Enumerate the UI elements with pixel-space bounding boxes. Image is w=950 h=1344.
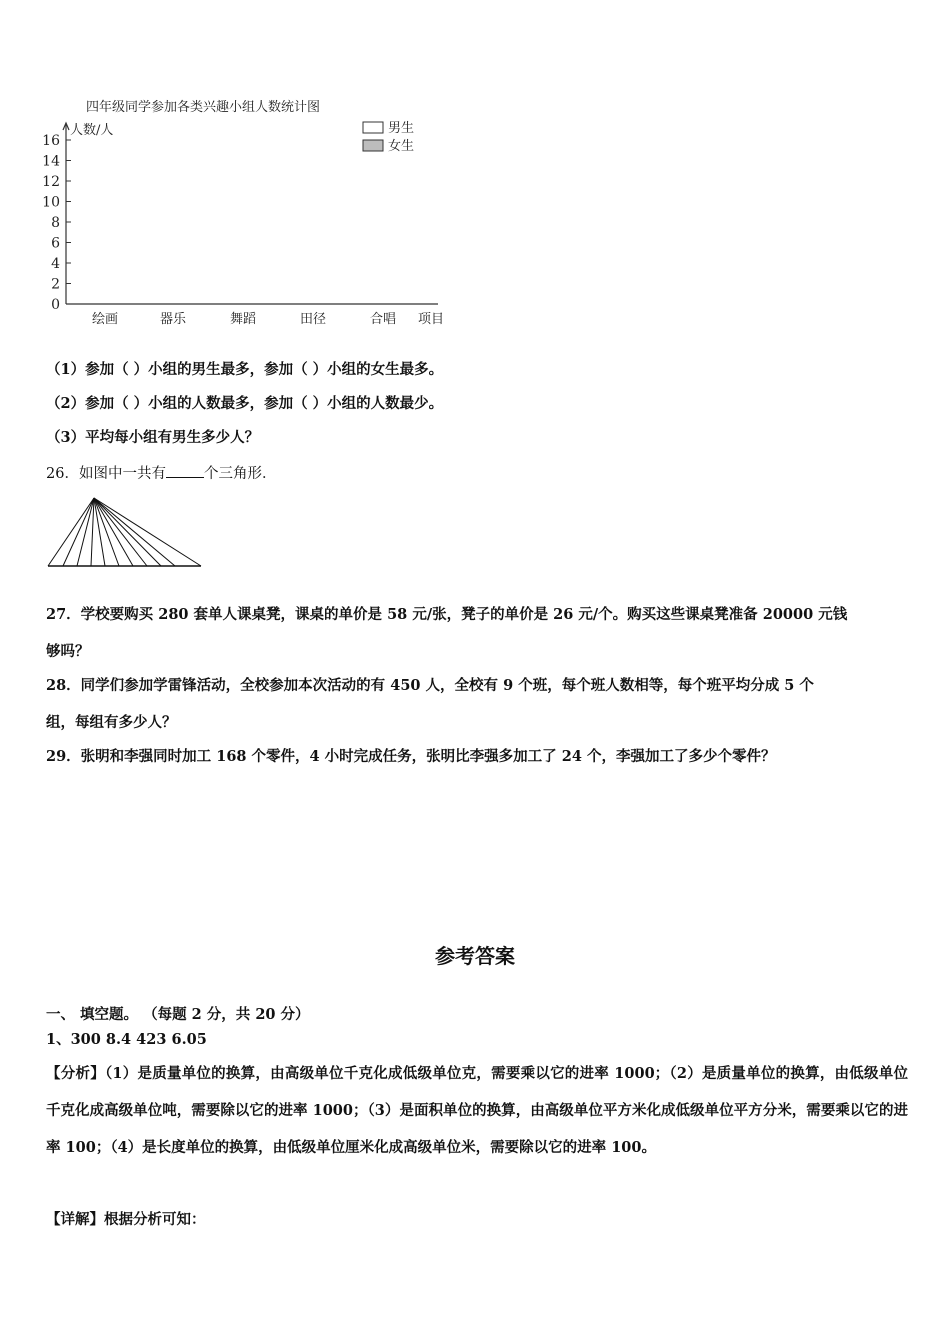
y-tick-label: 14 — [42, 153, 60, 170]
y-tick-label: 8 — [51, 215, 60, 231]
question-25-1: （1）参加（ ）小组的男生最多，参加（ ）小组的女生最多。 — [46, 361, 444, 378]
bar-chart — [30, 92, 470, 337]
y-tick-label: 10 — [42, 194, 60, 211]
y-tick-label: 12 — [42, 174, 60, 190]
chart-xlabel: 项目 — [418, 312, 445, 327]
answer-title: 参考答案 — [435, 944, 515, 968]
legend-label: 男生 — [388, 121, 415, 136]
legend-swatch — [363, 140, 383, 151]
y-tick-label: 16 — [42, 133, 60, 149]
question-27-line2: 够吗？ — [46, 643, 90, 660]
question-27-line1: 27．学校要购买 280 套单人课桌凳，课桌的单价是 58 元/张，凳子的单价是 26 元/个。购买这些课桌凳准备 20000 元钱 — [46, 606, 848, 623]
legend-label: 女生 — [388, 139, 415, 154]
answer-analysis: 【分析】（1）是质量单位的换算，由高级单位千克化成低级单位克，需要乘以它的进率 1000；（2）是质量单位的换算，由低级单位千克化成高级单位吨，需要除以它的进率 1000；（3）是面积单位的换算，由高级单位平方米化成低级单位平方分米，需要乘以它的进率 100；（4）是长度单位的换算，由低级单位厘米化成高级单位米，需要除以它的进率 100。 — [46, 1065, 908, 1156]
question-28-line2: 组，每组有多少人？ — [46, 714, 177, 731]
triangle-fan-figure — [46, 493, 206, 573]
question-25-3: （3）平均每小组有男生多少人？ — [46, 429, 260, 446]
chart-x-categories — [92, 311, 396, 327]
answer-detail: 【详解】根据分析可知： — [46, 1211, 206, 1228]
x-category-label: 合唱 — [369, 312, 397, 327]
question-29: 29．张明和李强同时加工 168 个零件，4 小时完成任务，张明比李强多加工了 24 个，李强加工了多少个零件？ — [46, 748, 776, 765]
question-28-line1: 28．同学们参加学雷锋活动，全校参加本次活动的有 450 人，全校有 9 个班，每个班人数相等，每个班平均分成 5 个 — [46, 677, 814, 694]
question-25-2: （2）参加（ ）小组的人数最多，参加（ ）小组的人数最少。 — [46, 395, 444, 412]
y-tick-label: 6 — [51, 235, 60, 252]
x-category-label: 舞蹈 — [229, 312, 257, 327]
answer-section-1: 一、 填空题。 （每题 2 分，共 20 分） — [46, 1006, 310, 1023]
y-tick-label: 4 — [51, 256, 60, 272]
chart-legend — [363, 120, 414, 154]
question-26 — [46, 463, 916, 484]
question-26-text: 26．如图中一共有 — [46, 466, 166, 482]
question-26-text-end: 个三角形． — [203, 466, 277, 482]
legend-swatch — [363, 122, 383, 133]
chart-svg — [30, 92, 470, 337]
chart-title: 四年级同学参加各类兴趣小组人数统计图 — [86, 100, 321, 115]
answer-blank — [166, 463, 204, 478]
chart-y-ticks — [42, 133, 71, 313]
chart-ylabel: 人数/人 — [70, 123, 114, 138]
answer-1: 1、300 8.4 423 6.05 — [46, 1031, 207, 1048]
x-category-label: 绘画 — [91, 312, 119, 327]
x-category-label: 田径 — [299, 312, 327, 327]
y-tick-label: 2 — [51, 276, 60, 293]
x-category-label: 器乐 — [159, 312, 187, 327]
y-tick-label: 0 — [51, 297, 60, 313]
